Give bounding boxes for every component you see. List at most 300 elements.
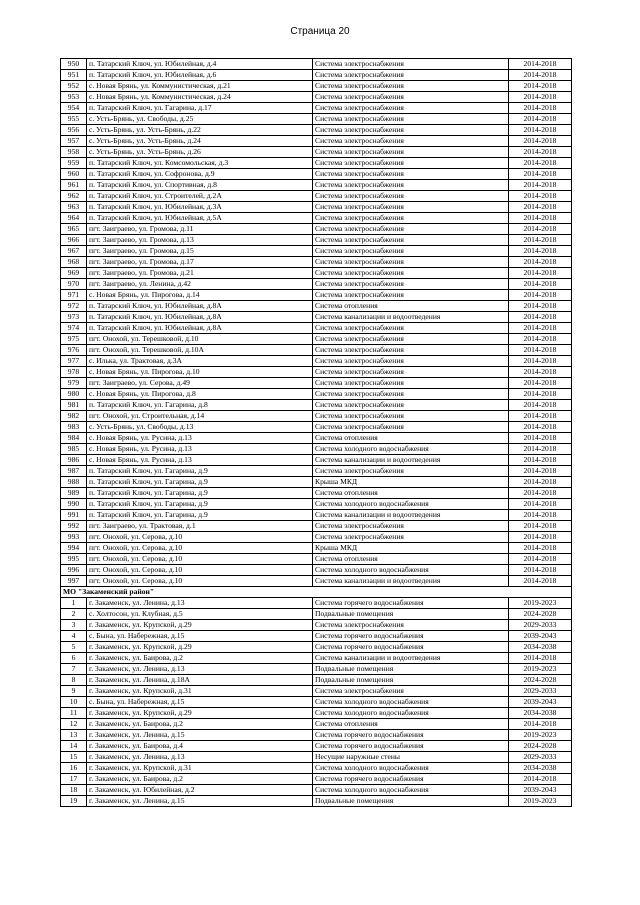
row-element: Система электроснабжения [313, 345, 509, 356]
table-row [61, 422, 572, 433]
row-number: 953 [61, 92, 87, 103]
row-address: пгт. Заиграево, ул. Громова, д.11 [87, 224, 313, 235]
row-element: Система холодного водоснабжения [313, 697, 509, 708]
row-period: 2034-2038 [509, 708, 572, 719]
row-element: Система канализации и водоотведения [313, 312, 509, 323]
row-period: 2014-2018 [509, 334, 572, 345]
row-element: Система электроснабжения [313, 169, 509, 180]
row-period: 2014-2018 [509, 202, 572, 213]
row-element: Система электроснабжения [313, 180, 509, 191]
row-address: г. Закаменск, ул. Баирова, д.4 [87, 741, 313, 752]
row-period: 2014-2018 [509, 411, 572, 422]
table-row [61, 719, 572, 730]
row-period: 2014-2018 [509, 455, 572, 466]
row-period: 2029-2033 [509, 620, 572, 631]
row-address: пгт. Заиграево, ул. Громова, д.15 [87, 246, 313, 257]
section-header-row [61, 587, 572, 598]
row-element: Система отопления [313, 554, 509, 565]
row-address: п. Татарский Ключ, ул. Софронова, д.9 [87, 169, 313, 180]
row-period: 2014-2018 [509, 312, 572, 323]
row-number: 967 [61, 246, 87, 257]
row-number: 985 [61, 444, 87, 455]
table-row [61, 268, 572, 279]
row-period: 2014-2018 [509, 576, 572, 587]
row-number: 964 [61, 213, 87, 224]
row-element: Система электроснабжения [313, 356, 509, 367]
table-row [61, 92, 572, 103]
row-number: 954 [61, 103, 87, 114]
row-number: 13 [61, 730, 87, 741]
row-address: г. Закаменск, ул. Ленина, д.13 [87, 598, 313, 609]
row-element: Система отопления [313, 433, 509, 444]
row-period: 2014-2018 [509, 125, 572, 136]
row-period: 2014-2018 [509, 136, 572, 147]
row-number: 978 [61, 367, 87, 378]
row-period: 2014-2018 [509, 180, 572, 191]
row-address: г. Закаменск, ул. Ленина, д.15 [87, 796, 313, 807]
table-row [61, 400, 572, 411]
row-number: 955 [61, 114, 87, 125]
table-row [61, 763, 572, 774]
row-element: Система канализации и водоотведения [313, 455, 509, 466]
table-row [61, 576, 572, 587]
row-element: Система горячего водоснабжения [313, 631, 509, 642]
row-period: 2014-2018 [509, 532, 572, 543]
row-element: Система электроснабжения [313, 235, 509, 246]
row-element: Система холодного водоснабжения [313, 763, 509, 774]
table-row [61, 565, 572, 576]
row-number: 9 [61, 686, 87, 697]
row-number: 996 [61, 565, 87, 576]
row-period: 2014-2018 [509, 565, 572, 576]
row-period: 2029-2033 [509, 686, 572, 697]
row-element: Система горячего водоснабжения [313, 774, 509, 785]
row-address: г. Закаменск, ул. Крупской, д.29 [87, 620, 313, 631]
row-element: Подвальные помещения [313, 675, 509, 686]
row-address: пгт. Онохой, ул. Серова, д.10 [87, 554, 313, 565]
row-element: Система электроснабжения [313, 279, 509, 290]
row-address: г. Закаменск, ул. Ленина, д.18А [87, 675, 313, 686]
table-row [61, 543, 572, 554]
row-number: 979 [61, 378, 87, 389]
row-element: Система электроснабжения [313, 290, 509, 301]
row-address: с. Новая Брянь, ул. Пирогова, д.14 [87, 290, 313, 301]
table-row [61, 301, 572, 312]
row-element: Система холодного водоснабжения [313, 499, 509, 510]
table-row [61, 202, 572, 213]
row-address: с. Илька, ул. Трактовая, д.3А [87, 356, 313, 367]
row-number: 4 [61, 631, 87, 642]
row-number: 951 [61, 70, 87, 81]
row-period: 2029-2033 [509, 752, 572, 763]
row-number: 993 [61, 532, 87, 543]
row-address: п. Татарский Ключ, ул. Гагарина, д.9 [87, 488, 313, 499]
table-row [61, 235, 572, 246]
row-address: с. Новая Брянь, ул. Коммунистическая, д.24 [87, 92, 313, 103]
row-element: Система холодного водоснабжения [313, 785, 509, 796]
row-period: 2014-2018 [509, 356, 572, 367]
row-address: с. Новая Брянь, ул. Русина, д.13 [87, 433, 313, 444]
table-row [61, 631, 572, 642]
row-element: Система электроснабжения [313, 268, 509, 279]
row-period: 2014-2018 [509, 323, 572, 334]
row-number: 971 [61, 290, 87, 301]
row-address: п. Татарский Ключ, ул. Строителей, д.2А [87, 191, 313, 202]
row-address: п. Татарский Ключ, ул. Гагарина, д.9 [87, 466, 313, 477]
row-address: п. Татарский Ключ, ул. Юбилейная, д.8А [87, 323, 313, 334]
row-period: 2014-2018 [509, 521, 572, 532]
row-number: 982 [61, 411, 87, 422]
row-number: 986 [61, 455, 87, 466]
row-address: п. Татарский Ключ, ул. Юбилейная, д.6 [87, 70, 313, 81]
row-address: г. Закаменск, ул. Крупской, д.29 [87, 708, 313, 719]
row-address: п. Татарский Ключ, ул. Юбилейная, д.8А [87, 301, 313, 312]
row-element: Система электроснабжения [313, 59, 509, 70]
row-element: Несущие наружные стены [313, 752, 509, 763]
row-address: с. Усть-Брянь, ул. Свободы, д.13 [87, 422, 313, 433]
row-address: г. Закаменск, ул. Крупской, д.31 [87, 763, 313, 774]
row-address: п. Татарский Ключ, ул. Гагарина, д.8 [87, 400, 313, 411]
row-period: 2014-2018 [509, 191, 572, 202]
row-number: 984 [61, 433, 87, 444]
row-address: п. Татарский Ключ, ул. Юбилейная, д.8А [87, 312, 313, 323]
table-body-zaigraevsky [61, 59, 572, 587]
row-address: г. Закаменск, ул. Ленина, д.15 [87, 730, 313, 741]
table-row [61, 158, 572, 169]
table-row [61, 257, 572, 268]
table-row [61, 455, 572, 466]
table-row [61, 620, 572, 631]
row-number: 958 [61, 147, 87, 158]
row-number: 2 [61, 609, 87, 620]
table-row [61, 488, 572, 499]
table-row [61, 224, 572, 235]
table-row [61, 477, 572, 488]
row-address: пгт. Заиграево, ул. Громова, д.13 [87, 235, 313, 246]
row-period: 2014-2018 [509, 719, 572, 730]
row-element: Система горячего водоснабжения [313, 741, 509, 752]
row-element: Система электроснабжения [313, 521, 509, 532]
row-period: 2014-2018 [509, 70, 572, 81]
table-row [61, 653, 572, 664]
row-period: 2014-2018 [509, 246, 572, 257]
row-element: Система электроснабжения [313, 334, 509, 345]
table-row [61, 609, 572, 620]
table-row [61, 334, 572, 345]
row-period: 2024-2028 [509, 741, 572, 752]
table-row [61, 114, 572, 125]
row-number: 952 [61, 81, 87, 92]
table-row [61, 697, 572, 708]
row-element: Система электроснабжения [313, 158, 509, 169]
table-row [61, 774, 572, 785]
table-row [61, 708, 572, 719]
row-number: 12 [61, 719, 87, 730]
table-row [61, 554, 572, 565]
row-period: 2014-2018 [509, 400, 572, 411]
row-element: Крыша МКД [313, 543, 509, 554]
row-address: г. Закаменск, ул. Крупской, д.31 [87, 686, 313, 697]
row-period: 2014-2018 [509, 158, 572, 169]
section-title: МО "Закаменский район" [61, 587, 572, 598]
row-number: 18 [61, 785, 87, 796]
row-address: г. Закаменск, ул. Юбилейная, д.2 [87, 785, 313, 796]
row-address: с. Усть-Брянь, ул. Усть-Брянь, д.26 [87, 147, 313, 158]
row-period: 2024-2028 [509, 609, 572, 620]
table-row [61, 686, 572, 697]
table-row [61, 367, 572, 378]
row-address: с. Новая Брянь, ул. Пирогова, д.10 [87, 367, 313, 378]
row-period: 2014-2018 [509, 389, 572, 400]
table-row [61, 290, 572, 301]
table-row [61, 730, 572, 741]
row-address: с. Усть-Брянь, ул. Свободы, д.25 [87, 114, 313, 125]
row-period: 2014-2018 [509, 103, 572, 114]
row-number: 977 [61, 356, 87, 367]
row-period: 2014-2018 [509, 279, 572, 290]
row-address: п. Татарский Ключ, ул. Юбилейная, д.4 [87, 59, 313, 70]
row-number: 965 [61, 224, 87, 235]
row-address: с. Новая Брянь, ул. Русина, д.13 [87, 444, 313, 455]
row-period: 2014-2018 [509, 499, 572, 510]
table-row [61, 741, 572, 752]
row-element: Система отопления [313, 301, 509, 312]
row-address: пгт. Онохой, ул. Терешковой, д.10 [87, 334, 313, 345]
row-element: Система электроснабжения [313, 81, 509, 92]
row-element: Система горячего водоснабжения [313, 730, 509, 741]
row-number: 10 [61, 697, 87, 708]
row-number: 19 [61, 796, 87, 807]
row-period: 2014-2018 [509, 433, 572, 444]
row-element: Система канализации и водоотведения [313, 510, 509, 521]
table-row [61, 378, 572, 389]
table-row [61, 389, 572, 400]
row-period: 2014-2018 [509, 378, 572, 389]
row-element: Система электроснабжения [313, 202, 509, 213]
row-number: 980 [61, 389, 87, 400]
row-address: пгт. Заиграево, ул. Громова, д.21 [87, 268, 313, 279]
row-address: с. Новая Брянь, ул. Русина, д.13 [87, 455, 313, 466]
row-period: 2014-2018 [509, 554, 572, 565]
row-number: 969 [61, 268, 87, 279]
row-period: 2014-2018 [509, 114, 572, 125]
row-element: Система электроснабжения [313, 620, 509, 631]
row-element: Система электроснабжения [313, 70, 509, 81]
table-row [61, 785, 572, 796]
row-address: пгт. Онохой, ул. Серова, д.10 [87, 565, 313, 576]
row-number: 15 [61, 752, 87, 763]
table-row [61, 598, 572, 609]
table-row [61, 180, 572, 191]
table-row [61, 125, 572, 136]
row-number: 11 [61, 708, 87, 719]
row-number: 974 [61, 323, 87, 334]
row-element: Система горячего водоснабжения [313, 598, 509, 609]
row-element: Система электроснабжения [313, 411, 509, 422]
row-number: 961 [61, 180, 87, 191]
table-body-zakamensky [61, 598, 572, 807]
row-number: 957 [61, 136, 87, 147]
row-period: 2019-2023 [509, 664, 572, 675]
row-address: г. Закаменск, ул. Баирова, д.2 [87, 719, 313, 730]
row-element: Система электроснабжения [313, 136, 509, 147]
row-address: пгт. Заиграево, ул. Ленина, д.42 [87, 279, 313, 290]
row-address: г. Закаменск, ул. Баирова, д.2 [87, 774, 313, 785]
row-element: Система электроснабжения [313, 466, 509, 477]
row-address: пгт. Онохой, ул. Серова, д.10 [87, 543, 313, 554]
row-address: пгт. Заиграево, ул. Серова, д.49 [87, 378, 313, 389]
row-address: пгт. Заиграево, ул. Громова, д.17 [87, 257, 313, 268]
row-period: 2024-2028 [509, 675, 572, 686]
row-element: Система электроснабжения [313, 103, 509, 114]
row-period: 2014-2018 [509, 268, 572, 279]
row-period: 2014-2018 [509, 422, 572, 433]
row-address: пгт. Онохой, ул. Терешковой, д.10А [87, 345, 313, 356]
row-number: 7 [61, 664, 87, 675]
table-row [61, 213, 572, 224]
row-element: Система электроснабжения [313, 92, 509, 103]
row-element: Система холодного водоснабжения [313, 708, 509, 719]
row-address: пгт. Онохой, ул. Серова, д.10 [87, 576, 313, 587]
row-period: 2039-2043 [509, 697, 572, 708]
row-period: 2039-2043 [509, 631, 572, 642]
row-element: Система холодного водоснабжения [313, 565, 509, 576]
row-element: Система электроснабжения [313, 367, 509, 378]
row-element: Система электроснабжения [313, 323, 509, 334]
row-period: 2014-2018 [509, 235, 572, 246]
row-period: 2019-2023 [509, 796, 572, 807]
row-number: 6 [61, 653, 87, 664]
row-number: 988 [61, 477, 87, 488]
row-address: г. Закаменск, ул. Баирова, д.2 [87, 653, 313, 664]
section-header-body [61, 587, 572, 598]
row-address: пгт. Онохой, ул. Строительная, д.14 [87, 411, 313, 422]
row-address: п. Татарский Ключ, ул. Юбилейная, д.5А [87, 213, 313, 224]
row-element: Система электроснабжения [313, 686, 509, 697]
row-address: п. Татарский Ключ, ул. Гагарина, д.9 [87, 477, 313, 488]
row-period: 2014-2018 [509, 477, 572, 488]
row-period: 2014-2018 [509, 213, 572, 224]
row-period: 2014-2018 [509, 653, 572, 664]
row-number: 972 [61, 301, 87, 312]
row-address: п. Татарский Ключ, ул. Гагарина, д.9 [87, 499, 313, 510]
row-element: Система электроснабжения [313, 213, 509, 224]
table-row [61, 444, 572, 455]
row-address: п. Татарский Ключ, ул. Спортивная, д.8 [87, 180, 313, 191]
table-row [61, 411, 572, 422]
row-address: пгт. Онохой, ул. Серова, д.10 [87, 532, 313, 543]
row-address: п. Татарский Ключ, ул. Гагарина, д.17 [87, 103, 313, 114]
row-number: 994 [61, 543, 87, 554]
row-element: Система электроснабжения [313, 257, 509, 268]
table-row [61, 323, 572, 334]
table-row [61, 312, 572, 323]
row-address: г. Закаменск, ул. Ленина, д.13 [87, 664, 313, 675]
row-number: 8 [61, 675, 87, 686]
row-address: г. Закаменск, ул. Крупской, д.29 [87, 642, 313, 653]
row-element: Система отопления [313, 488, 509, 499]
row-period: 2039-2043 [509, 785, 572, 796]
row-element: Система электроснабжения [313, 400, 509, 411]
row-address: пгт. Заиграево, ул. Трактовая, д.1 [87, 521, 313, 532]
row-number: 962 [61, 191, 87, 202]
row-number: 3 [61, 620, 87, 631]
row-address: п. Татарский Ключ, ул. Юбилейная, д.3А [87, 202, 313, 213]
row-number: 17 [61, 774, 87, 785]
page-number-header: Страница 20 [290, 26, 350, 37]
row-element: Система электроснабжения [313, 389, 509, 400]
table-row [61, 664, 572, 675]
row-number: 997 [61, 576, 87, 587]
repair-schedule-table [60, 58, 572, 807]
table-row [61, 510, 572, 521]
row-address: п. Татарский Ключ, ул. Комсомольская, д.3 [87, 158, 313, 169]
row-number: 987 [61, 466, 87, 477]
table-row [61, 136, 572, 147]
row-number: 1 [61, 598, 87, 609]
row-number: 966 [61, 235, 87, 246]
row-element: Подвальные помещения [313, 796, 509, 807]
row-address: с. Бына, ул. Набережная, д.15 [87, 631, 313, 642]
table-row [61, 499, 572, 510]
table-row [61, 752, 572, 763]
row-period: 2014-2018 [509, 92, 572, 103]
row-period: 2014-2018 [509, 488, 572, 499]
table-row [61, 81, 572, 92]
row-element: Система электроснабжения [313, 114, 509, 125]
row-number: 990 [61, 499, 87, 510]
table-row [61, 103, 572, 114]
table-row [61, 70, 572, 81]
row-element: Система электроснабжения [313, 224, 509, 235]
row-number: 989 [61, 488, 87, 499]
row-number: 981 [61, 400, 87, 411]
row-period: 2014-2018 [509, 345, 572, 356]
row-period: 2014-2018 [509, 169, 572, 180]
row-period: 2014-2018 [509, 147, 572, 158]
row-number: 992 [61, 521, 87, 532]
row-number: 991 [61, 510, 87, 521]
row-period: 2014-2018 [509, 367, 572, 378]
table-row [61, 532, 572, 543]
table-row [61, 191, 572, 202]
row-period: 2014-2018 [509, 466, 572, 477]
row-number: 968 [61, 257, 87, 268]
table-row [61, 356, 572, 367]
table-row [61, 433, 572, 444]
row-element: Система электроснабжения [313, 532, 509, 543]
row-address: с. Усть-Брянь, ул. Усть-Брянь, д.24 [87, 136, 313, 147]
row-element: Система канализации и водоотведения [313, 576, 509, 587]
row-period: 2014-2018 [509, 510, 572, 521]
row-number: 970 [61, 279, 87, 290]
table-row [61, 796, 572, 807]
row-element: Система горячего водоснабжения [313, 642, 509, 653]
row-element: Система электроснабжения [313, 422, 509, 433]
row-period: 2014-2018 [509, 774, 572, 785]
row-period: 2034-2038 [509, 642, 572, 653]
row-address: п. Татарский Ключ, ул. Гагарина, д.9 [87, 510, 313, 521]
row-address: с. Холтосон, ул. Клубная, д.5 [87, 609, 313, 620]
row-period: 2019-2023 [509, 730, 572, 741]
table-row [61, 59, 572, 70]
row-number: 995 [61, 554, 87, 565]
table-row [61, 147, 572, 158]
row-period: 2014-2018 [509, 257, 572, 268]
row-element: Подвальные помещения [313, 664, 509, 675]
row-number: 5 [61, 642, 87, 653]
row-period: 2014-2018 [509, 444, 572, 455]
